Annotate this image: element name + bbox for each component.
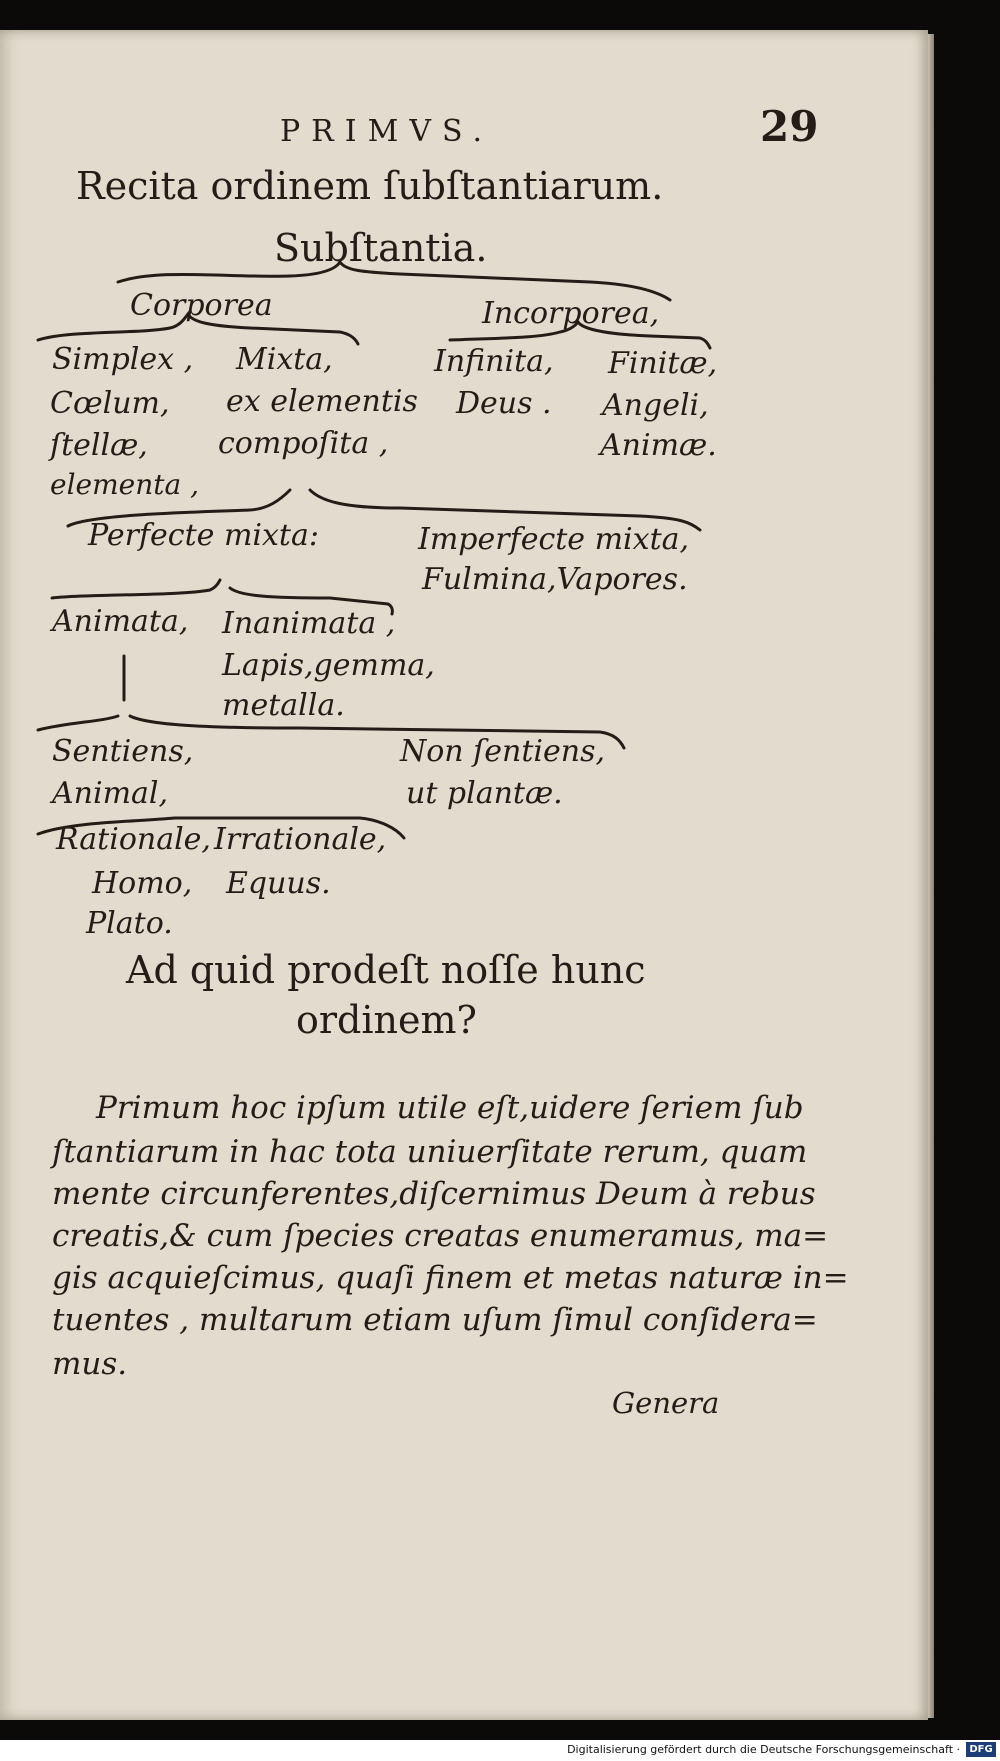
answer-line-5: gis acquieſcimus, quaſi finem et metas naturæ in= xyxy=(52,1260,849,1296)
catchword: Genera xyxy=(612,1386,720,1420)
tree-corporea: Corporea xyxy=(130,288,273,323)
tree-imperfecte-mixta: Imperfecte mixta, xyxy=(418,522,690,557)
tree-root: Subſtantia. xyxy=(274,226,488,270)
tree-equus: Equus. xyxy=(226,866,331,901)
question2-line1: Ad quid prodeſt noſſe hunc xyxy=(126,948,646,992)
tree-ex-elementis: ex elementis xyxy=(226,384,418,419)
answer-line-3: mente circunferentes,diſcernimus Deum à rebus xyxy=(52,1176,816,1212)
tree-rationale: Rationale, xyxy=(56,822,211,857)
tree-homo: Homo, xyxy=(92,866,193,901)
tree-incorporea: Incorporea, xyxy=(482,296,660,331)
question2-line2: ordinem? xyxy=(296,998,477,1042)
tree-stellae: ſtellæ, xyxy=(50,428,148,463)
tree-animal: Animal, xyxy=(52,776,169,811)
answer-line-2: ſtantiarum in hac tota uniuerſitate rerum, quam xyxy=(52,1134,808,1170)
tree-finitae: Finitæ, xyxy=(608,346,718,381)
tree-lapis: Lapis,gemma, xyxy=(222,648,435,683)
tree-infinita: Infinita, xyxy=(434,344,554,379)
tree-composita: compoſita , xyxy=(218,426,389,461)
digitization-footer xyxy=(0,1740,1000,1761)
answer-line-7: mus. xyxy=(52,1346,128,1382)
tree-inanimata: Inanimata , xyxy=(222,606,396,641)
tree-animae: Animæ. xyxy=(600,428,717,463)
running-title: PRIMVS. xyxy=(280,114,494,149)
dfg-logo: DFG xyxy=(966,1742,996,1757)
page-number: 29 xyxy=(760,102,819,151)
tree-caelum: Cœlum, xyxy=(50,386,170,421)
answer-line-4: creatis,& cum ſpecies creatas enumeramus, ma= xyxy=(52,1218,829,1254)
question-heading: Recita ordinem ſubſtantiarum. xyxy=(76,164,664,208)
footer-credit: Digitalisierung gefördert durch die Deutsche Forschungsgemeinschaft · xyxy=(567,1743,960,1756)
tree-plato: Plato. xyxy=(86,906,173,941)
tree-irrationale: Irrationale, xyxy=(214,822,387,857)
tree-mixta: Mixta, xyxy=(236,342,333,377)
tree-metalla: metalla. xyxy=(222,688,345,723)
tree-non-sentiens: Non ſentiens, xyxy=(400,734,606,769)
tree-elementa: elementa , xyxy=(50,468,199,501)
tree-simplex: Simplex , xyxy=(52,342,194,377)
tree-perfecte-mixta: Perfecte mixta: xyxy=(88,518,319,553)
tree-animata: Animata, xyxy=(52,604,189,639)
answer-line-1: Primum hoc ipſum utile eſt,uidere ſeriem ſub xyxy=(96,1090,804,1126)
tree-ut-plantae: ut plantæ. xyxy=(406,776,563,811)
answer-line-6: tuentes , multarum etiam uſum ſimul conſidera= xyxy=(52,1302,818,1338)
tree-angeli: Angeli, xyxy=(602,388,709,423)
tree-sentiens: Sentiens, xyxy=(52,734,194,769)
tree-fulmina: Fulmina,Vapores. xyxy=(422,562,688,597)
tree-deus: Deus . xyxy=(456,386,552,421)
